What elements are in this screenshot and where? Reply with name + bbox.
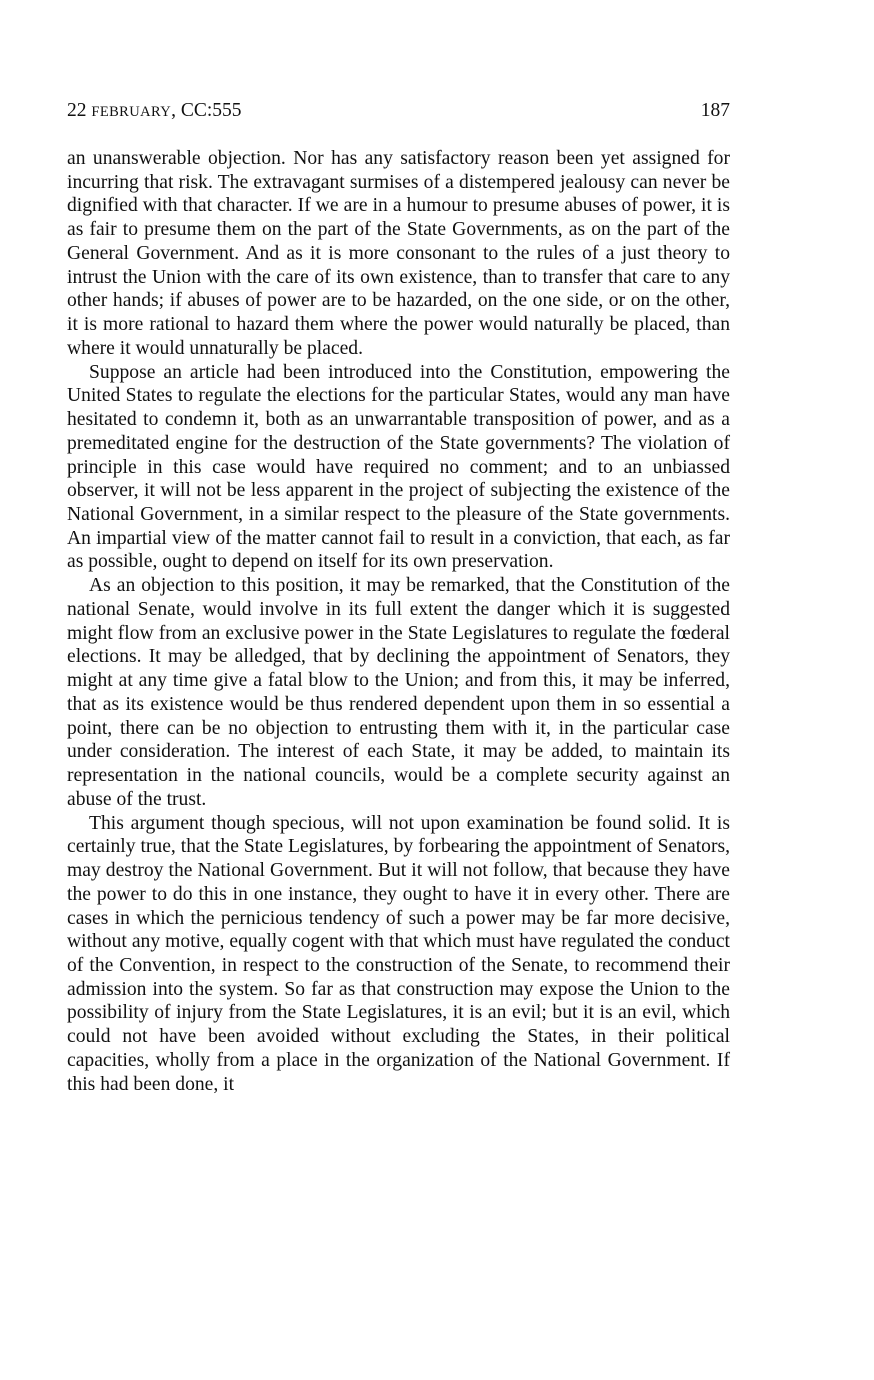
paragraph: As an objection to this position, it may be remarked, that the Constitution of the national Senate, would involve in its full extent the danger which it is suggested might flow from an exclusive power in the State Legislatures to regulate the fœderal elections. It may be alledged, that by declining the appointment of Senators, they might at any time give a fatal blow to the Union; and from this, it may be inferred, that as its existence would be thus rendered dependent upon them in so essential a point, there can be no objection to entrusting them with it, in the particular case under consideration. The interest of each State, it may be added, to maintain its representation in the national councils, would be a complete security against an abuse of the trust. <box>67 575 730 810</box>
running-head-left <box>67 98 242 125</box>
running-head-month: FEBRUARY <box>91 104 172 120</box>
paragraph: This argument though specious, will not upon examination be found solid. It is certainly true, that the State Legislatures, by forbearing the appointment of Senators, may destroy the National Government. But it will not follow, that because they have the power to do this in one instance, they ought to have it in every other. There are cases in which the pernicious tendency of such a power may be far more decisive, without any motive, equally cogent with that which must have regulated the conduct of the Convention, in respect to the construction of the Senate, to recommend their admission into the system. So far as that construction may expose the Union to the possibility of injury from the State Legislatures, it is an evil; but it is an evil, which could not have been avoided without excluding the States, in their political capacities, wholly from a place in the organization of the National Government. If this had been done, it <box>67 812 730 1095</box>
paragraph: Suppose an article had been introduced into the Constitution, empowering the United States to regulate the elections for the particular States, would any man have hesitated to condemn it, both as an unwarrantable transposition of power, and as a premeditated engine for the destruction of the State governments? The violation of principle in this case would have required no comment; and to an unbiassed observer, it will not be less apparent in the project of subjecting the existence of the National Government, in a similar respect to the pleasure of the State governments. An impartial view of the matter cannot fail to result in a conviction, that each, as far as possible, ought to depend on itself for its own preservation. <box>67 361 730 573</box>
body-text <box>67 147 730 1096</box>
running-head-doc-ref: , CC:555 <box>171 100 242 121</box>
paragraph-continued: an unanswerable objection. Nor has any satisfactory reason been yet assigned for incurring that risk. The extravagant surmises of a distempered jealousy can never be dignified with that character. If we are in a humour to presume abuses of power, it is as fair to presume them on the part of the State Governments, as on the part of the General Government. And as it is more consonant to the rules of a just theory to intrust the Union with the care of its own existence, than to transfer that care to any other hands; if abuses of power are to be hazarded, on the one side, or on the other, it is more rational to hazard them where the power would naturally be placed, than where it would unnaturally be placed. <box>67 148 730 359</box>
running-head <box>67 98 730 124</box>
page-number: 187 <box>700 100 730 121</box>
running-head-date: 22 <box>67 100 87 121</box>
